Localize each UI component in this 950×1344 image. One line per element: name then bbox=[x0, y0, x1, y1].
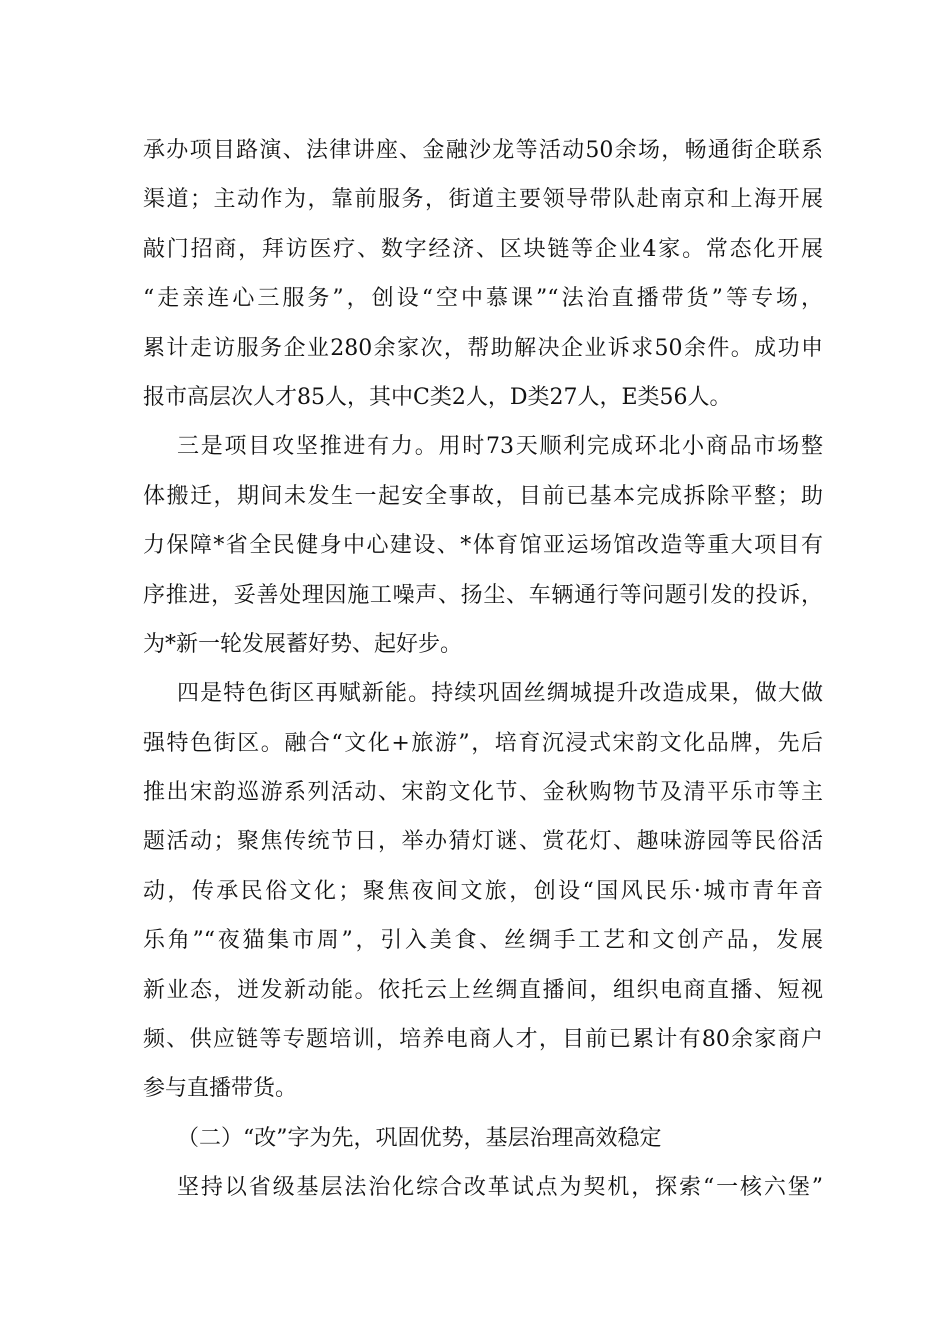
text-line: （二）“改”字为先，巩固优势，基层治理高效稳定 bbox=[177, 1125, 662, 1151]
text-line: 题活动；聚焦传统节日，举办猜灯谜、赏花灯、趣味游园等民俗活 bbox=[143, 829, 823, 855]
text-line: 为*新一轮发展蓄好势、起好步。 bbox=[143, 631, 463, 657]
text-line: 频、供应链等专题培训，培养电商人才，目前已累计有80余家商户 bbox=[143, 1027, 823, 1053]
text-line: “走亲连心三服务”，创设“空中慕课”“法治直播带货”等专场， bbox=[143, 286, 823, 312]
text-line: 体搬迁，期间未发生一起安全事故，目前已基本完成拆除平整；助 bbox=[143, 483, 823, 509]
text-line: 参与直播带货。 bbox=[143, 1076, 298, 1102]
text-line: 承办项目路演、法律讲座、金融沙龙等活动50余场，畅通街企联系 bbox=[143, 138, 823, 163]
text-line: 敲门招商，拜访医疗、数字经济、区块链等企业4家。常态化开展 bbox=[143, 236, 823, 262]
text-line: 渠道；主动作为，靠前服务，街道主要领导带队赴南京和上海开展 bbox=[143, 187, 823, 213]
text-line: 报市高层次人才85人，其中C类2人，D类27人，E类56人。 bbox=[143, 384, 732, 410]
text-line: 强特色街区。融合“文化+旅游”，培育沉浸式宋韵文化品牌，先后 bbox=[143, 730, 823, 756]
text-line: 乐角”“夜猫集市周”，引入美食、丝绸手工艺和文创产品，发展 bbox=[143, 928, 823, 954]
document-body bbox=[143, 131, 823, 1218]
text-line: 序推进，妥善处理因施工噪声、扬尘、车辆通行等问题引发的投诉， bbox=[143, 582, 823, 608]
text-line: 动，传承民俗文化；聚焦夜间文旅，创设“国风民乐·城市青年音 bbox=[143, 878, 823, 904]
text-line: 新业态，迸发新动能。依托云上丝绸直播间，组织电商直播、短视 bbox=[143, 977, 823, 1003]
text-line: 累计走访服务企业280余家次，帮助解决企业诉求50余件。成功申 bbox=[143, 335, 823, 361]
text-line: 三是项目攻坚推进有力。用时73天顺利完成环北小商品市场整 bbox=[177, 434, 823, 460]
text-line: 坚持以省级基层法治化综合改革试点为契机，探索“一核六堡” bbox=[177, 1175, 823, 1201]
text-line: 推出宋韵巡游系列活动、宋韵文化节、金秋购物节及清平乐市等主 bbox=[143, 780, 823, 806]
text-line: 四是特色街区再赋新能。持续巩固丝绸城提升改造成果，做大做 bbox=[177, 681, 823, 707]
text-line: 力保障*省全民健身中心建设、*体育馆亚运场馆改造等重大项目有 bbox=[143, 533, 823, 559]
